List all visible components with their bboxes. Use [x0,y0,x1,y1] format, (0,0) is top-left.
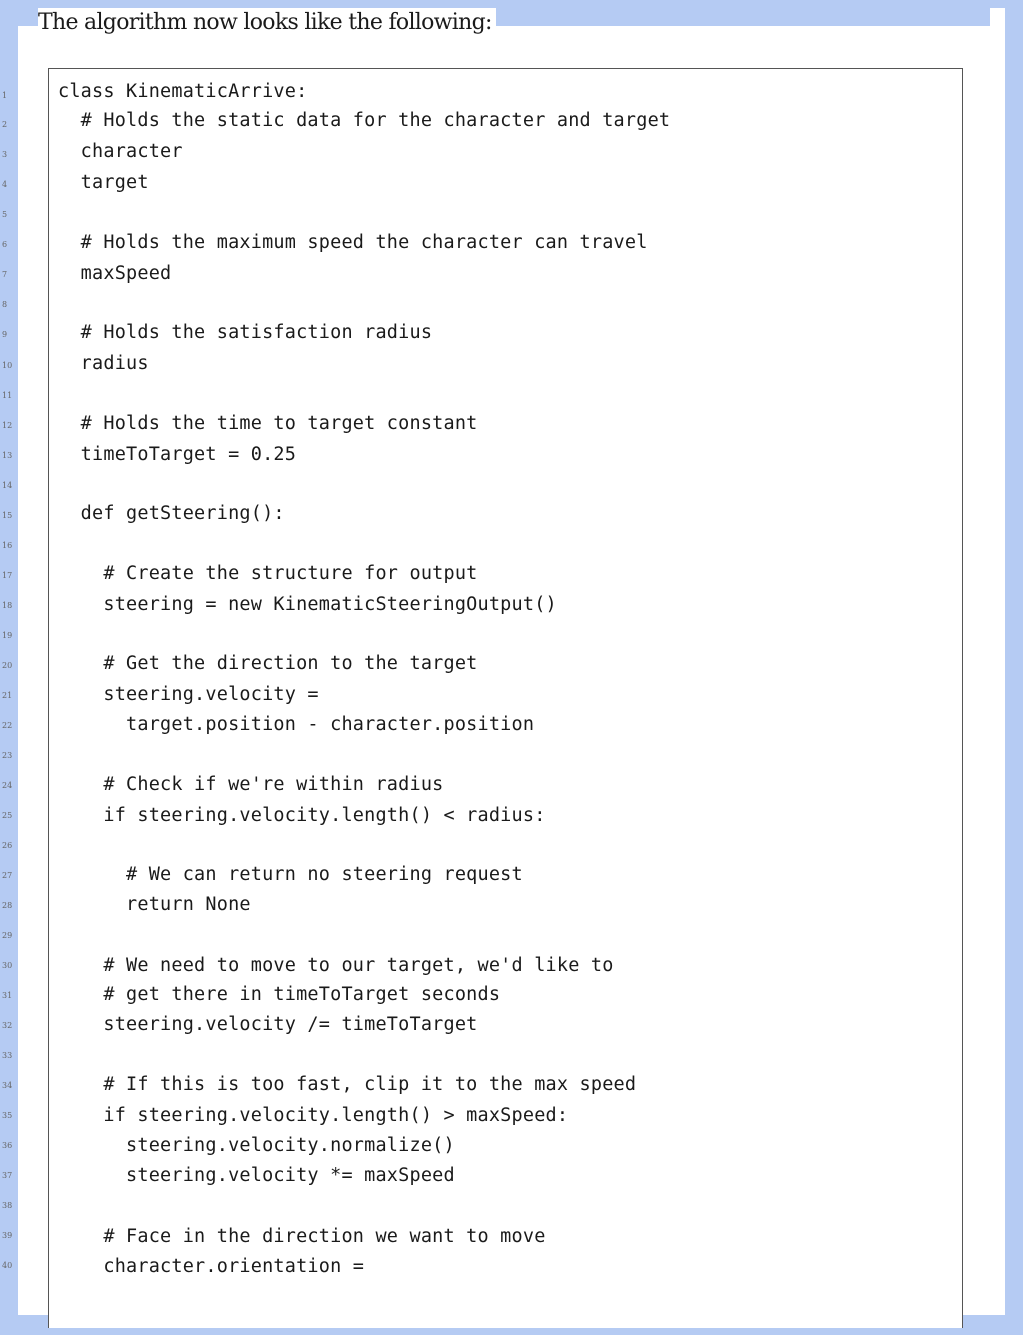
line-number: 4 [2,180,8,189]
code-line: character [58,141,183,162]
line-number: 36 [2,1141,13,1150]
line-number: 12 [2,421,13,430]
line-number: 15 [2,511,13,520]
code-line: # If this is too fast, clip it to the max speed [58,1074,637,1095]
code-line: # Get the direction to the target [58,653,478,674]
code-line: character.orientation = [58,1256,365,1277]
line-number: 29 [2,931,13,940]
line-number: 32 [2,1021,13,1030]
line-number: 10 [2,361,13,370]
code-line: if steering.velocity.length() > maxSpeed: [58,1105,569,1126]
line-number: 2 [2,120,8,129]
line-number: 28 [2,901,13,910]
line-number: 38 [2,1201,13,1210]
code-line: steering.velocity.normalize() [58,1135,455,1156]
line-number: 13 [2,451,13,460]
code-line: target.position - character.position [58,714,535,735]
line-number: 39 [2,1231,13,1240]
line-number: 7 [2,270,8,279]
line-number: 34 [2,1081,13,1090]
code-line: # Face in the direction we want to move [58,1226,546,1247]
code-line: return None [58,894,251,915]
code-line: radius [58,353,149,374]
line-number: 24 [2,781,13,790]
code-line: # get there in timeToTarget seconds [58,984,501,1005]
line-number: 35 [2,1111,13,1120]
code-line: # Holds the time to target constant [58,413,478,434]
line-number: 9 [2,330,8,339]
code-line: # Holds the static data for the character and target [58,110,671,131]
line-number: 21 [2,691,13,700]
code-line: # Create the structure for output [58,563,478,584]
line-number: 20 [2,661,13,670]
line-number: 18 [2,601,13,610]
line-number: 14 [2,481,13,490]
code-line: if steering.velocity.length() < radius: [58,805,546,826]
line-number: 5 [2,210,8,219]
line-number: 6 [2,240,8,249]
line-number: 23 [2,751,13,760]
code-line: # We can return no steering request [58,864,523,885]
line-number: 11 [2,391,13,400]
line-number: 3 [2,150,8,159]
line-number: 8 [2,300,8,309]
code-line: steering.velocity = [58,684,319,705]
line-number: 40 [2,1261,13,1270]
line-number: 25 [2,811,13,820]
line-number: 33 [2,1051,13,1060]
code-line: # Check if we're within radius [58,774,444,795]
code-line: # We need to move to our target, we'd like to [58,955,614,976]
line-number: 26 [2,841,13,850]
code-line: maxSpeed [58,263,172,284]
line-number: 16 [2,541,13,550]
line-number: 22 [2,721,13,730]
line-number-gutter [0,0,20,1335]
line-number: 19 [2,631,13,640]
code-line: steering.velocity *= maxSpeed [58,1165,455,1186]
line-number: 31 [2,991,13,1000]
code-line: # Holds the satisfaction radius [58,322,433,343]
code-line: class KinematicArrive: [58,81,308,102]
intro-text: The algorithm now looks like the following: [38,8,496,38]
line-number: 1 [2,91,8,100]
line-number: 27 [2,871,13,880]
code-line: steering.velocity /= timeToTarget [58,1014,478,1035]
code-line: timeToTarget = 0.25 [58,444,297,465]
code-line: steering = new KinematicSteeringOutput() [58,594,557,615]
code-line: def getSteering(): [58,503,285,524]
line-number: 30 [2,961,13,970]
line-number: 37 [2,1171,13,1180]
code-line: target [58,172,149,193]
code-line: # Holds the maximum speed the character can travel [58,232,648,253]
line-number: 17 [2,571,13,580]
